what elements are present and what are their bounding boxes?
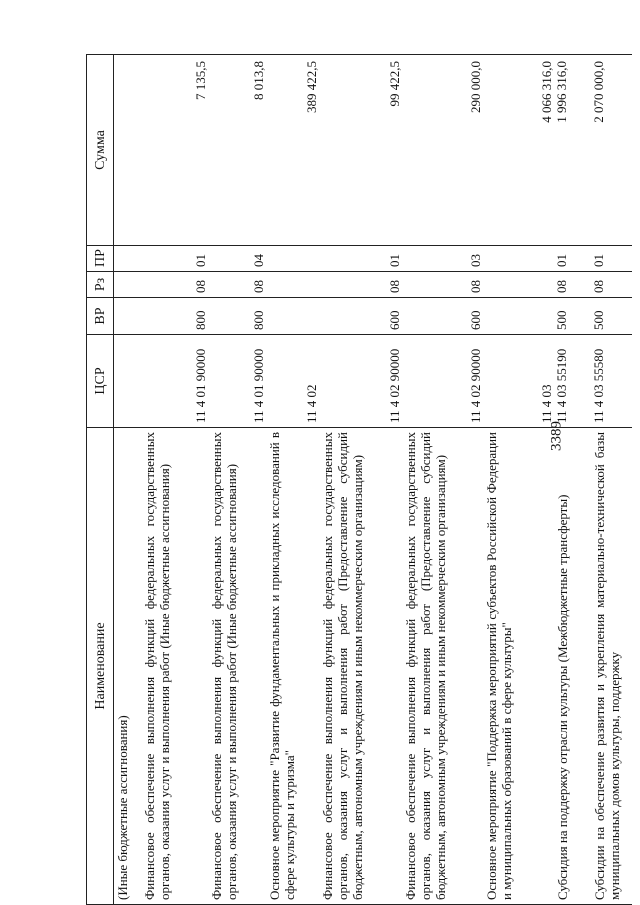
cell-sum: 389 422,5 [266, 55, 319, 246]
cell-name: Финансовое обеспечение выполнения функций федеральных государственных органов, оказания услуг и выполнения работ (Предоставление субсидий бюджетным, автономным учреждениям и иным некоммерческим организациям) [319, 428, 402, 905]
cell-vr: 600 [402, 298, 483, 335]
cell-name: Субсидия на поддержку отрасли культуры (Межбюджетные трансферты) [554, 428, 591, 905]
cell-csr [114, 335, 142, 428]
table-row [591, 55, 632, 905]
header-sum: Сумма [87, 55, 114, 246]
cell-pr: 03 [402, 246, 483, 272]
cell-pr: 01 [554, 246, 591, 272]
cell-csr: 11 4 03 55580 [591, 335, 632, 428]
table-row [483, 55, 554, 905]
cell-sum: 4 066 316,0 [483, 55, 554, 246]
cell-pr [483, 246, 554, 272]
cell-sum: 8 013,8 [208, 55, 266, 246]
cell-rz: 08 [208, 272, 266, 298]
table-row [208, 55, 266, 905]
cell-vr: 500 [591, 298, 632, 335]
cell-csr: 11 4 02 90000 [319, 335, 402, 428]
header-rz: Рз [87, 272, 114, 298]
cell-vr [114, 298, 142, 335]
table-row [554, 55, 591, 905]
header-pr: ПР [87, 246, 114, 272]
header-csr: ЦСР [87, 335, 114, 428]
cell-sum: 99 422,5 [319, 55, 402, 246]
cell-pr: 04 [208, 246, 266, 272]
cell-csr: 11 4 03 [483, 335, 554, 428]
cell-vr: 800 [141, 298, 208, 335]
cell-rz: 08 [554, 272, 591, 298]
table-header [87, 55, 114, 905]
table-row [114, 55, 142, 905]
cell-vr [483, 298, 554, 335]
cell-csr: 11 4 01 90000 [141, 335, 208, 428]
cell-csr: 11 4 03 55190 [554, 335, 591, 428]
cell-rz [266, 272, 319, 298]
cell-vr: 800 [208, 298, 266, 335]
cell-pr: 01 [319, 246, 402, 272]
header-name: Наименование [87, 428, 114, 905]
cell-pr: 01 [591, 246, 632, 272]
cell-rz [114, 272, 142, 298]
cell-sum: 290 000,0 [402, 55, 483, 246]
cell-name: Основное мероприятие "Поддержка мероприятий субъектов Российской Федерации и муниципальных образований в сфере культуры" [483, 428, 554, 905]
cell-pr [266, 246, 319, 272]
cell-name: Основное мероприятие "Развитие фундаментальных и прикладных исследований в сфере культуры и туризма" [266, 428, 319, 905]
table-row [141, 55, 208, 905]
budget-table [86, 54, 632, 905]
cell-sum: 1 996 316,0 [554, 55, 591, 246]
cell-csr: 11 4 02 [266, 335, 319, 428]
cell-pr [114, 246, 142, 272]
cell-vr: 600 [319, 298, 402, 335]
budget-table-container [86, 55, 622, 905]
cell-sum: 2 070 000,0 [591, 55, 632, 246]
cell-rz: 08 [141, 272, 208, 298]
cell-rz: 08 [402, 272, 483, 298]
page-number: 3389 [548, 421, 565, 451]
header-vr: ВР [87, 298, 114, 335]
cell-sum: 7 135,5 [141, 55, 208, 246]
cell-rz: 08 [591, 272, 632, 298]
cell-vr [266, 298, 319, 335]
cell-name: (Иные бюджетные ассигнования) [114, 428, 142, 905]
cell-vr: 500 [554, 298, 591, 335]
table-row [319, 55, 402, 905]
cell-csr: 11 4 01 90000 [208, 335, 266, 428]
cell-rz [483, 272, 554, 298]
cell-pr: 01 [141, 246, 208, 272]
cell-name: Финансовое обеспечение выполнения функций федеральных государственных органов, оказания услуг и выполнения работ (Предоставление субсидий бюджетным, автономным учреждениям и иным некоммерческим организациям) [402, 428, 483, 905]
cell-sum [114, 55, 142, 246]
cell-csr: 11 4 02 90000 [402, 335, 483, 428]
cell-name: Субсидии на обеспечение развития и укрепления материально-технической базы муниципальных домов культуры, поддержку [591, 428, 632, 905]
table-row [266, 55, 319, 905]
cell-name: Финансовое обеспечение выполнения функций федеральных государственных органов, оказания услуг и выполнения работ (Иные бюджетные ассигнования) [208, 428, 266, 905]
cell-rz: 08 [319, 272, 402, 298]
cell-name: Финансовое обеспечение выполнения функций федеральных государственных органов, оказания услуг и выполнения работ (Иные бюджетные ассигнования) [141, 428, 208, 905]
table-row [402, 55, 483, 905]
